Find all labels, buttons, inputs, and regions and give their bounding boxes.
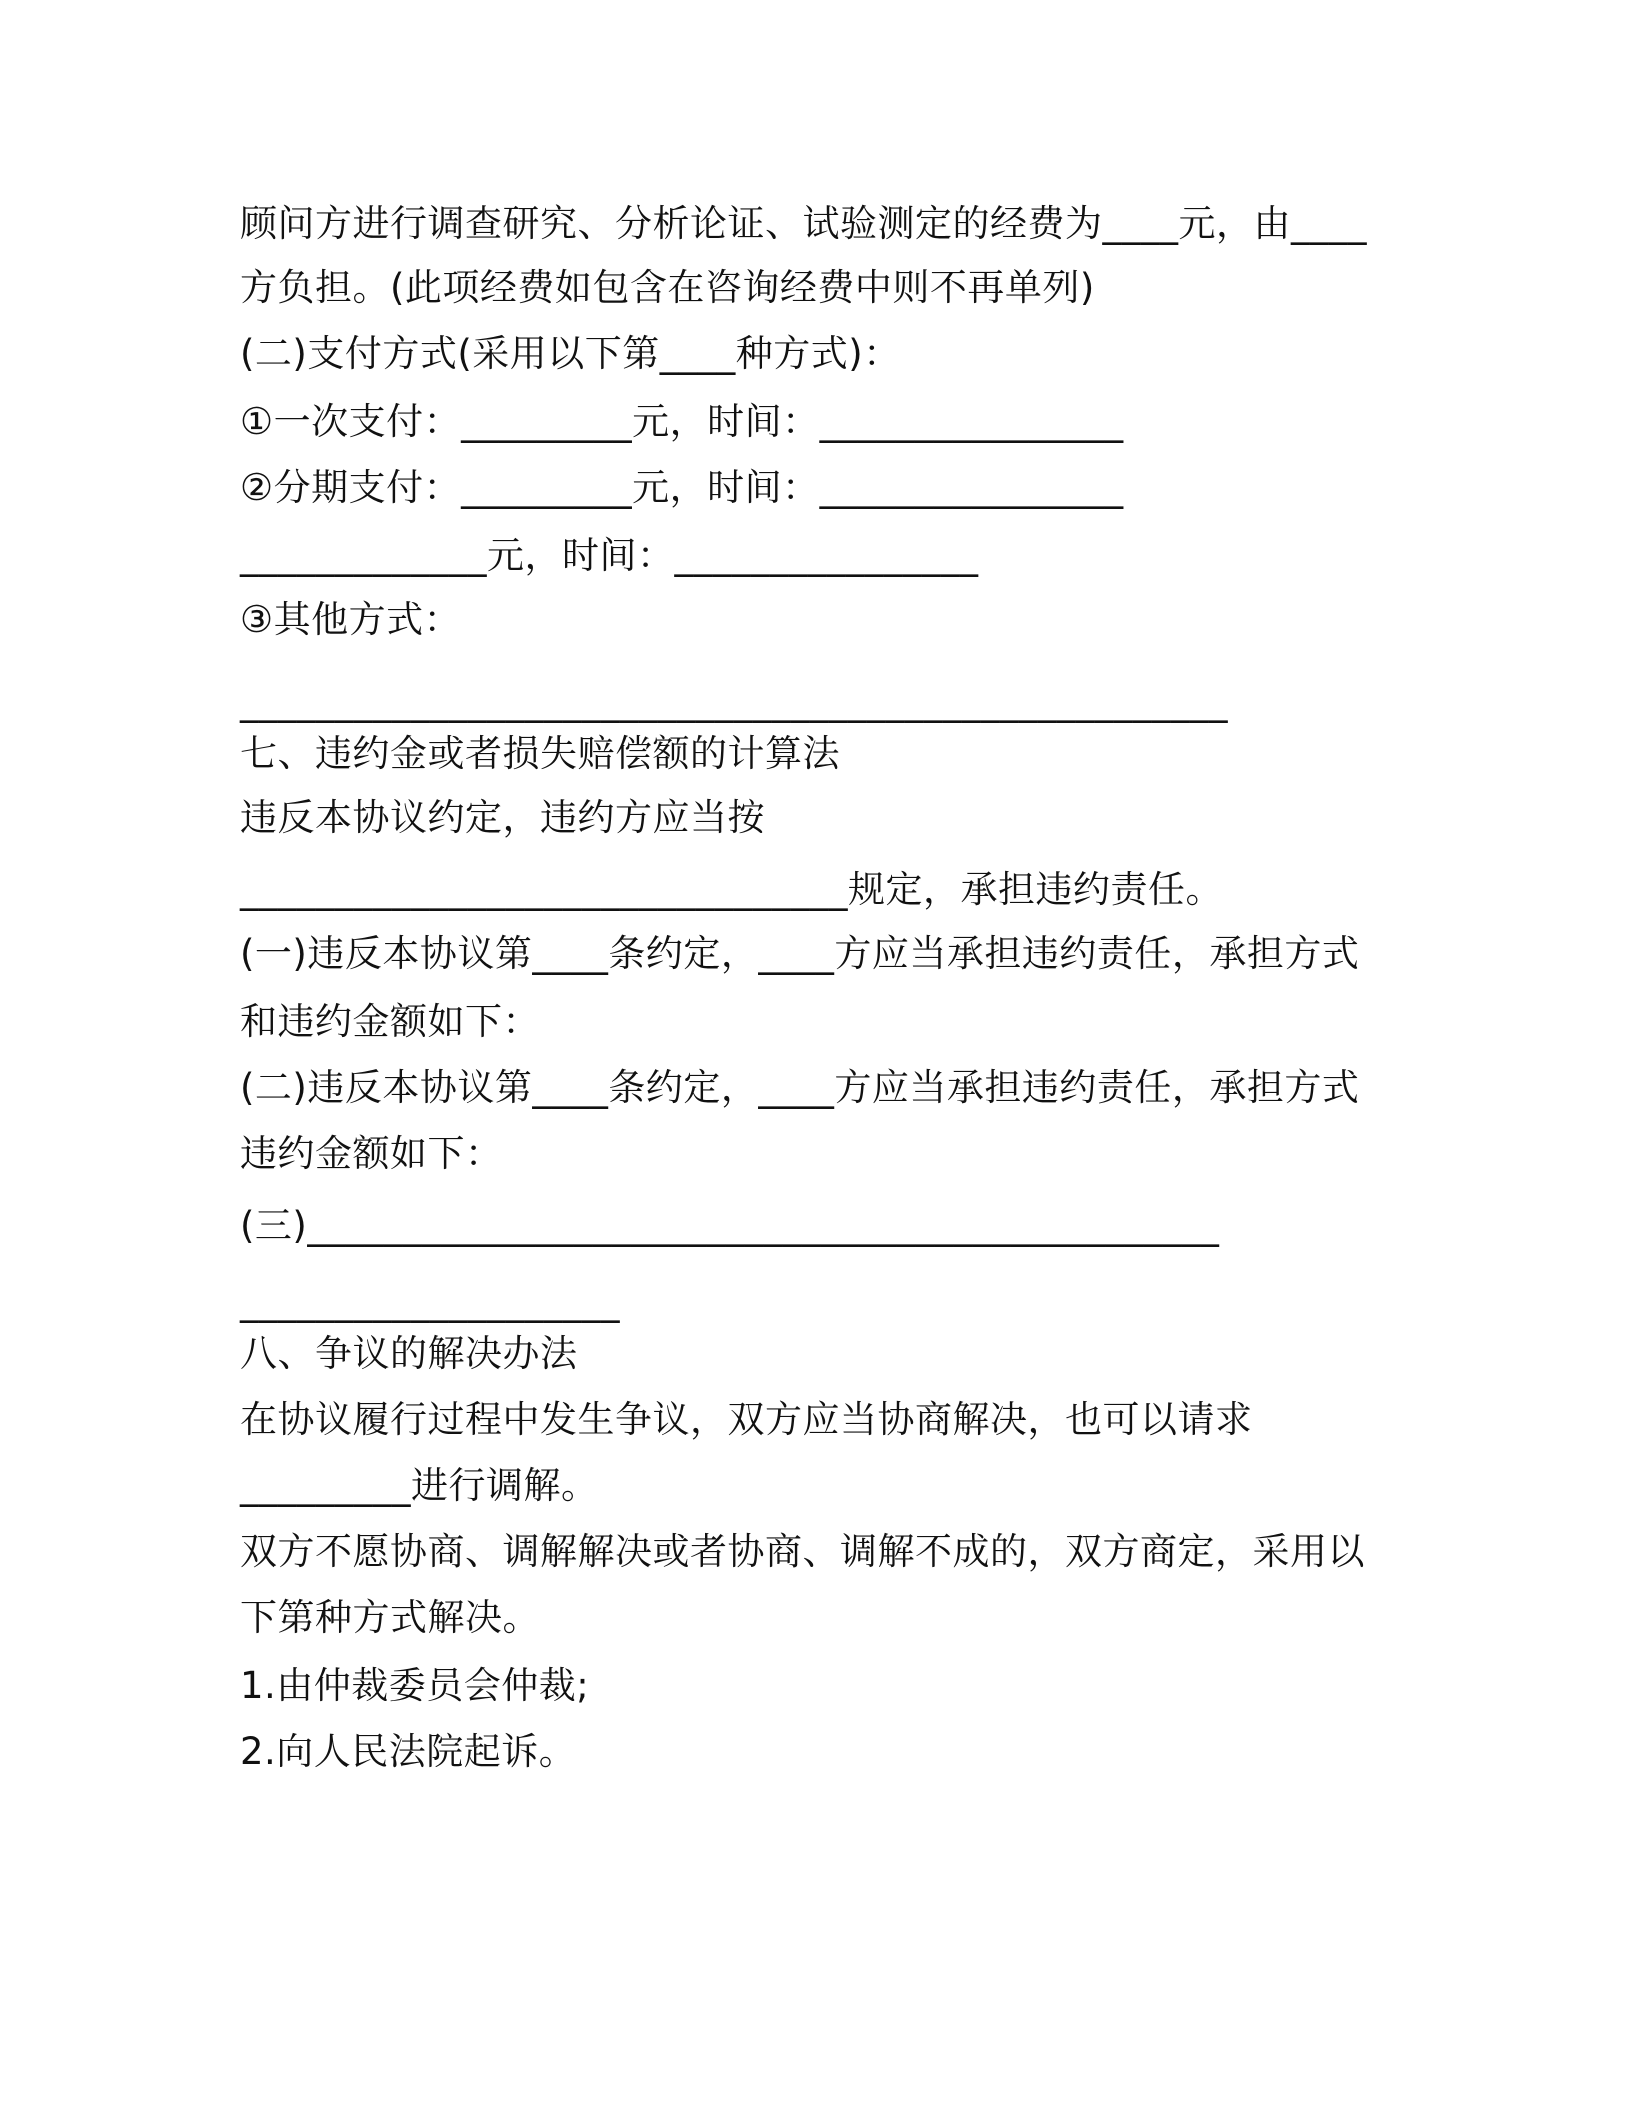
text-line: 在协议履行过程中发生争议，双方应当协商解决，也可以请求 [240, 1398, 1253, 1441]
text-line: 方负担。(此项经费如包含在咨询经费中则不再单列) [240, 266, 1095, 309]
text-line: (三)________________________________________________ [240, 1204, 1220, 1247]
text-line: (一)违反本协议第____条约定，____方应当承担违约责任，承担方式 [240, 932, 1360, 975]
text-line: ③其他方式： [240, 598, 462, 641]
text-line: (二)支付方式(采用以下第____种方式)： [240, 332, 901, 375]
text-line: 违约金额如下： [240, 1132, 503, 1175]
list-item: 2.向人民法院起诉。 [240, 1730, 577, 1773]
text-line: 和违约金额如下： [240, 1000, 540, 1043]
text-line: ____________________________________________________ [240, 680, 1228, 723]
text-line: 顾问方进行调查研究、分析论证、试验测定的经费为____元，由____ [240, 202, 1367, 245]
text-line: ②分期支付：_________元，时间：________________ [240, 466, 1124, 509]
text-line: ____________________ [240, 1280, 620, 1323]
list-item: 1.由仲裁委员会仲裁; [240, 1664, 590, 1707]
section-heading: 八、争议的解决办法 [240, 1332, 578, 1375]
text-line: 违反本协议约定，违约方应当按 [240, 796, 765, 839]
section-heading: 七、违约金或者损失赔偿额的计算法 [240, 732, 840, 775]
text-line: 下第种方式解决。 [240, 1596, 540, 1639]
text-line: 双方不愿协商、调解解决或者协商、调解不成的，双方商定，采用以 [240, 1530, 1365, 1573]
text-line: _________进行调解。 [240, 1464, 599, 1507]
text-line: (二)违反本协议第____条约定，____方应当承担违约责任，承担方式 [240, 1066, 1360, 1109]
text-line: ________________________________规定，承担违约责任。 [240, 868, 1223, 911]
text-line: ①一次支付：_________元，时间：________________ [240, 400, 1124, 443]
text-line: _____________元，时间：________________ [240, 534, 979, 577]
